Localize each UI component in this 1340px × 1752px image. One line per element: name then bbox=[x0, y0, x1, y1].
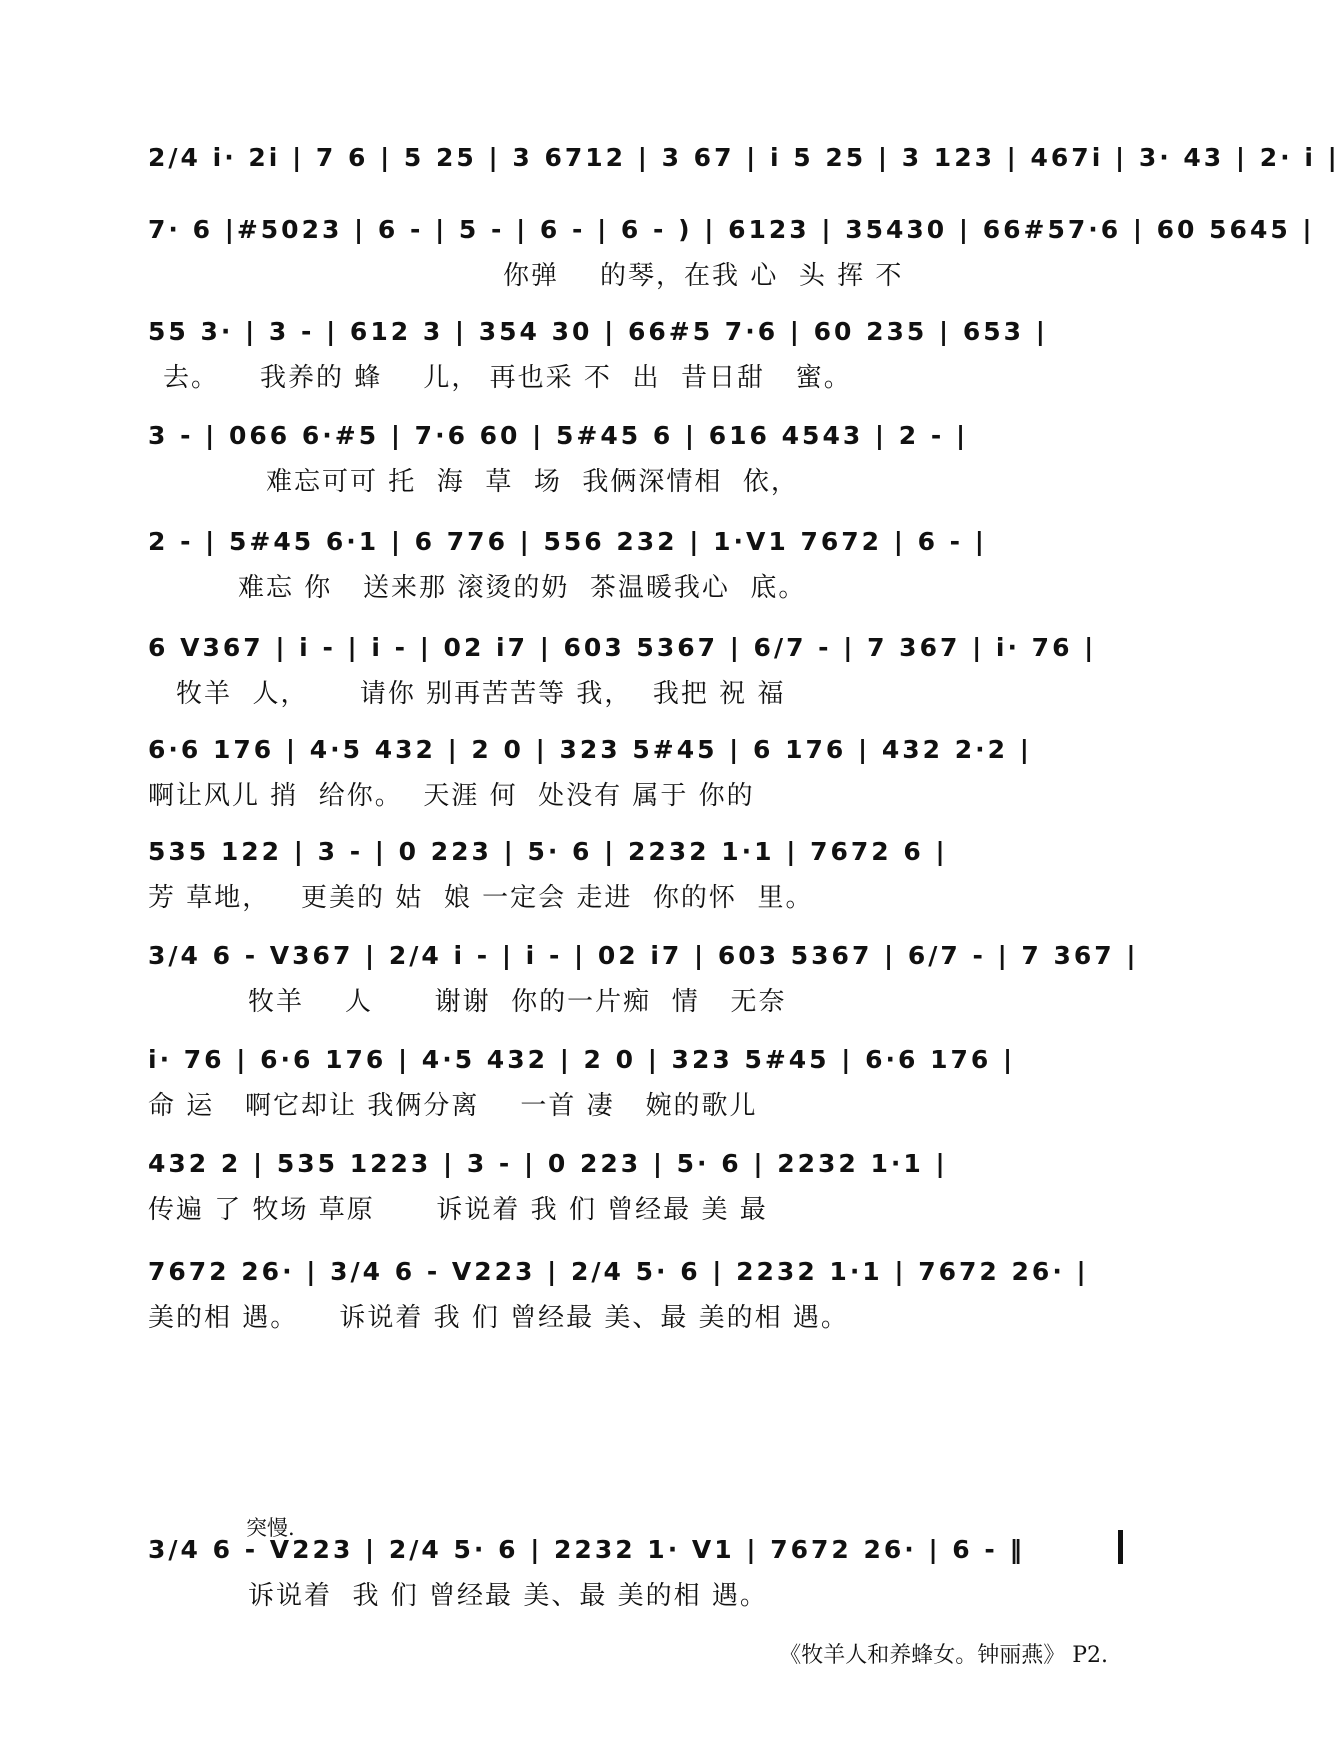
lyric-line: 诉说着 我 们 曾经最 美、最 美的相 遇。 bbox=[248, 1581, 768, 1611]
notation-line: 7· 6 |#5023 | 6 - | 5 - | 6 - | 6 - ) | 6123 | 35430 | 66#57·6 | 60 5645 | bbox=[148, 215, 1315, 244]
lyric-line: 牧羊 人， 请你 别再苦苦等 我， 我把 祝 福 bbox=[176, 679, 786, 709]
notation-line: 535 122 | 3 - | 0 223 | 5· 6 | 2232 1·1 | 7672 6 | bbox=[148, 837, 948, 866]
score-line-4 bbox=[148, 416, 1126, 516]
score-line-9 bbox=[148, 936, 1139, 1036]
lyric-line: 难忘 你 送来那 滚烫的奶 茶温暖我心 底。 bbox=[238, 573, 807, 603]
notation-line: i· 76 | 6·6 176 | 4·5 432 | 2 0 | 323 5#45 | 6·6 176 | bbox=[148, 1045, 1016, 1074]
notation-line: 55 3· | 3 - | 612 3 | 354 30 | 66#5 7·6 | 60 235 | 653 | bbox=[148, 317, 1048, 346]
notation-line: 432 2 | 535 1223 | 3 - | 0 223 | 5· 6 | 2232 1·1 | bbox=[148, 1149, 948, 1178]
score-line-8 bbox=[148, 832, 1126, 932]
lyric-line: 传遍 了 牧场 草原 诉说着 我 们 曾经最 美 最 bbox=[148, 1195, 768, 1225]
final-barline bbox=[1118, 1530, 1123, 1564]
lyric-line: 命 运 啊它却让 我俩分离 一首 凄 婉的歌儿 bbox=[148, 1091, 758, 1121]
underline-marks bbox=[148, 176, 1126, 184]
score-line-7 bbox=[148, 730, 1126, 830]
lyric-line: 芳 草地， 更美的 姑 娘 一定会 走进 你的怀 里。 bbox=[148, 883, 814, 913]
lyric-line: 啊让风儿 捎 给你。 天涯 何 处没有 属于 你的 bbox=[148, 781, 755, 811]
score-line-5 bbox=[148, 522, 1126, 622]
score-line-12 bbox=[148, 1252, 1126, 1352]
page-footer: 《牧羊人和养蜂女。钟丽燕》 P2. bbox=[779, 1643, 1108, 1668]
lyric-line: 牧羊 人 谢谢 你的一片痴 情 无奈 bbox=[248, 987, 787, 1017]
notation-line: 6·6 176 | 4·5 432 | 2 0 | 323 5#45 | 6 176 | 432 2·2 | bbox=[148, 735, 1032, 764]
notation-line: 2 - | 5#45 6·1 | 6 776 | 556 232 | 1·V1 7672 | 6 - | bbox=[148, 527, 987, 556]
notation-line: 6 V367 | i - | i - | 02 i7 | 603 5367 | 6/7 - | 7 367 | i· 76 | bbox=[148, 633, 1097, 662]
notation-line: 3/4 6 - V223 | 2/4 5· 6 | 2232 1· V1 | 7672 26· | 6 - ‖ bbox=[148, 1535, 1025, 1564]
lyric-line: 你弹 的琴，在我 心 头 挥 不 bbox=[503, 261, 904, 291]
score-line-13 bbox=[148, 1530, 1126, 1630]
score-line-10 bbox=[148, 1040, 1126, 1140]
notation-line: 2/4 i· 2i | 7 6 | 5 25 | 3 6712 | 3 67 | i 5 25 | 3 123 | 467i | 3· 43 | 2· i | bbox=[148, 143, 1340, 172]
tempo-marking: 突慢. bbox=[246, 1516, 295, 1540]
notation-line: 7672 26· | 3/4 6 - V223 | 2/4 5· 6 | 2232 1·1 | 7672 26· | bbox=[148, 1257, 1089, 1286]
lyric-line: 去。 我养的 蜂 儿， 再也采 不 出 昔日甜 蜜。 bbox=[163, 363, 852, 393]
notation-line: 3 - | 066 6·#5 | 7·6 60 | 5#45 6 | 616 4543 | 2 - | bbox=[148, 421, 969, 450]
score-line-6 bbox=[148, 628, 1126, 728]
lyric-line: 难忘可可 托 海 草 场 我俩深情相 依， bbox=[266, 467, 799, 497]
score-line-2 bbox=[148, 210, 1315, 310]
score-line-11 bbox=[148, 1144, 1126, 1244]
score-line-3 bbox=[148, 312, 1126, 412]
lyric-line: 美的相 遇。 诉说着 我 们 曾经最 美、最 美的相 遇。 bbox=[148, 1303, 849, 1333]
notation-line: 3/4 6 - V367 | 2/4 i - | i - | 02 i7 | 603 5367 | 6/7 - | 7 367 | bbox=[148, 941, 1139, 970]
